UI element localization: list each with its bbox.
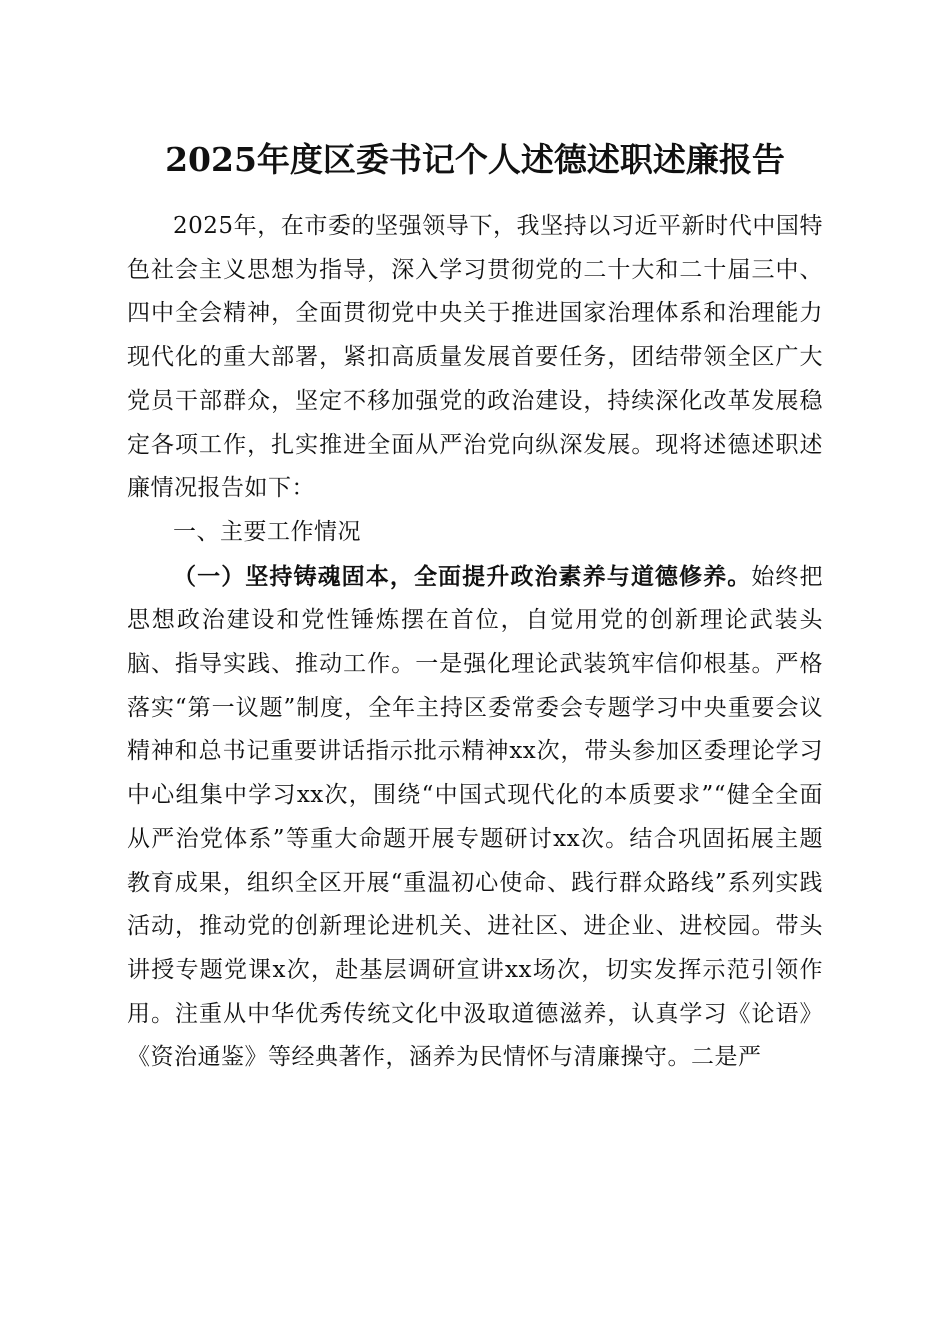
- subsection-paragraph: [127, 555, 823, 1080]
- subsection-body: 始终把思想政治建设和党性锤炼摆在首位，自觉用党的创新理论武装头脑、指导实践、推动工作。一是强化理论武装筑牢信仰根基。严格落实“第一议题”制度，全年主持区委常委会专题学习中央重要会议精神和总书记重要讲话指示批示精神xx次，带头参加区委理论学习中心组集中学习xx次，围绕“中国式现代化的本质要求”“健全全面从严治党体系”等重大命题开展专题研讨xx次。结合巩固拓展主题教育成果，组织全区开展“重温初心使命、践行群众路线”系列实践活动，推动党的创新理论进机关、进社区、进企业、进校园。带头讲授专题党课x次，赴基层调研宣讲xx场次，切实发挥示范引领作用。注重从中华优秀传统文化中汲取道德滋养，认真学习《论语》《资治通鉴》等经典著作，涵养为民情怀与清廉操守。二是严: [127, 563, 824, 1071]
- document-title: 2025年度区委书记个人述德述职述廉报告: [165, 140, 785, 179]
- document-body: [127, 205, 823, 1080]
- subsection-lead: （一）坚持铸魂固本，全面提升政治素养与道德修养。: [173, 562, 752, 590]
- intro-paragraph: 2025年，在市委的坚强领导下，我坚持以习近平新时代中国特色社会主义思想为指导，深入学习贯彻党的二十大和二十届三中、四中全会精神，全面贯彻党中央关于推进国家治理体系和治理能力现代化的重大部署，紧扣高质量发展首要任务，团结带领全区广大党员干部群众，坚定不移加强党的政治建设，持续深化改革发展稳定各项工作，扎实推进全面从严治党向纵深发展。现将述德述职述廉情况报告如下：: [127, 213, 823, 502]
- section-heading: 一、主要工作情况: [173, 518, 361, 545]
